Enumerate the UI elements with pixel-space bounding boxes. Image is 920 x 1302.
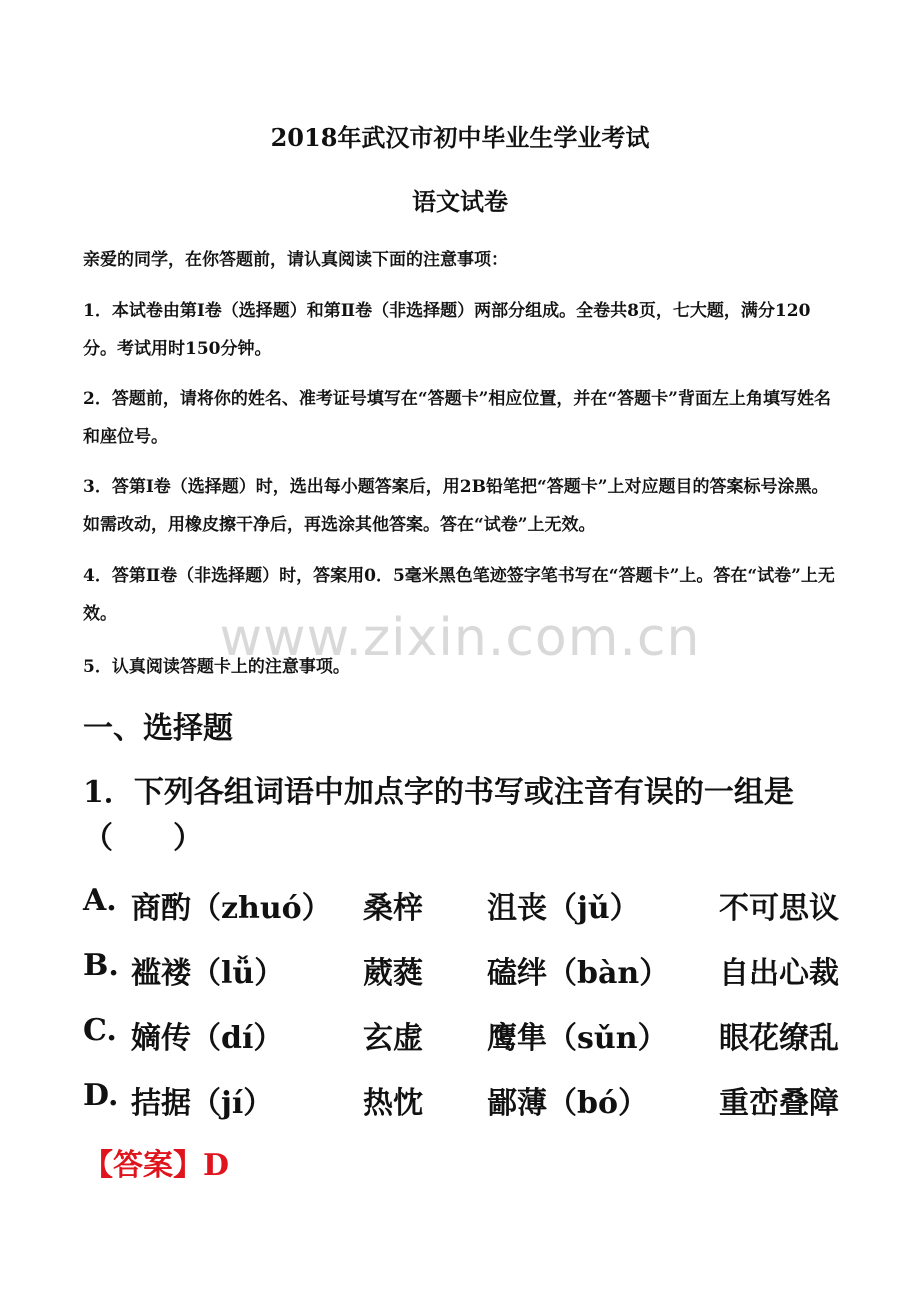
answer-label: 【答案】 bbox=[83, 1148, 203, 1183]
option-word: 自出心裁 bbox=[719, 956, 839, 991]
option-c bbox=[83, 1013, 853, 1059]
answer-line bbox=[83, 1140, 229, 1184]
instruction-item: 5．认真阅读答题卡上的注意事项。 bbox=[83, 657, 350, 677]
option-word: 沮丧（jǔ） bbox=[487, 891, 640, 926]
option-word: 拮据（jí） bbox=[131, 1086, 274, 1121]
option-a bbox=[83, 883, 853, 929]
option-word: 桑梓 bbox=[363, 891, 423, 926]
option-word: 不可思议 bbox=[719, 891, 839, 926]
option-word: 商酌（zhuó） bbox=[131, 891, 332, 926]
section-heading: 一、选择题 bbox=[83, 711, 233, 746]
option-letter: A. bbox=[83, 883, 117, 918]
instruction-item: 1．本试卷由第Ⅰ卷（选择题）和第Ⅱ卷（非选择题）两部分组成。全卷共8页，七大题，满分120分。考试用时150分钟。 bbox=[83, 301, 811, 359]
option-word: 重峦叠障 bbox=[719, 1086, 839, 1121]
question-text: 1．下列各组词语中加点字的书写或注音有误的一组是（ ） bbox=[83, 775, 794, 856]
exam-title: 2018年武汉市初中毕业生学业考试 bbox=[270, 123, 650, 152]
watermark: www.zixin.com.cn bbox=[219, 608, 701, 668]
option-word: 褴褛（lǚ） bbox=[131, 956, 285, 991]
option-word: 热忱 bbox=[363, 1086, 423, 1121]
instruction-item: 4．答第Ⅱ卷（非选择题）时，答案用0．5毫米黑色笔迹签字笔书写在“答题卡”上。答在“试卷”上无效。 bbox=[83, 566, 835, 624]
option-b bbox=[83, 948, 853, 994]
option-word: 葳蕤 bbox=[363, 956, 423, 991]
option-word: 鹰隼（sǔn） bbox=[487, 1021, 668, 1056]
instruction-item: 3．答第Ⅰ卷（选择题）时，选出每小题答案后，用2B铅笔把“答题卡”上对应题目的答案标号涂黑。如需改动，用橡皮擦干净后，再选涂其他答案。答在“试卷”上无效。 bbox=[83, 477, 829, 535]
option-letter: C. bbox=[83, 1013, 117, 1048]
option-word: 磕绊（bàn） bbox=[487, 956, 670, 991]
option-d bbox=[83, 1078, 853, 1124]
exam-subtitle: 语文试卷 bbox=[412, 187, 508, 216]
option-word: 眼花缭乱 bbox=[719, 1021, 839, 1056]
option-letter: B. bbox=[83, 948, 119, 983]
instructions-intro: 亲爱的同学，在你答题前，请认真阅读下面的注意事项： bbox=[83, 250, 508, 270]
instruction-item: 2．答题前，请将你的姓名、准考证号填写在“答题卡”相应位置，并在“答题卡”背面左上角填写姓名和座位号。 bbox=[83, 389, 831, 447]
answer-value: D bbox=[203, 1148, 230, 1183]
option-word: 嫡传（dí） bbox=[131, 1021, 284, 1056]
option-word: 鄙薄（bó） bbox=[487, 1086, 648, 1121]
option-word: 玄虚 bbox=[363, 1021, 423, 1056]
option-letter: D. bbox=[83, 1078, 119, 1113]
